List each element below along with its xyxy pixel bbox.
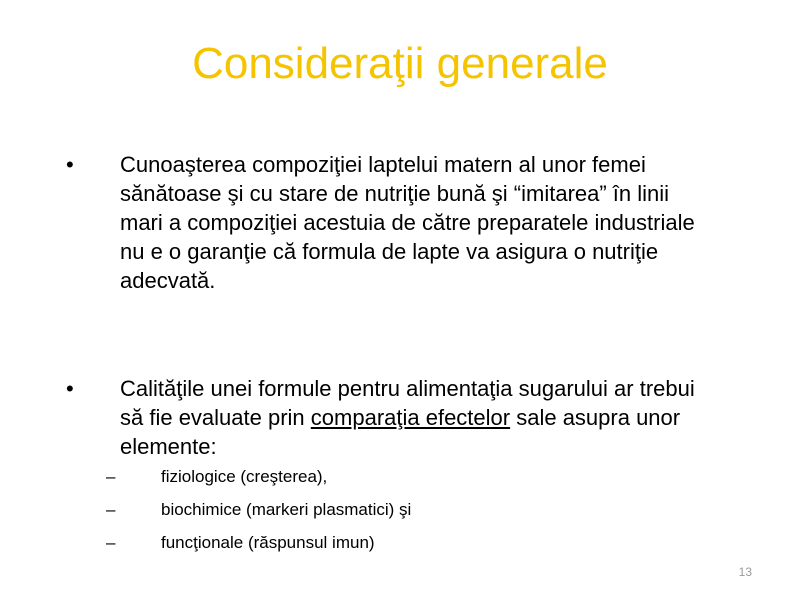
bullet-text-1: Cunoaşterea compoziţiei laptelui matern al unor femei sănătoase şi cu stare de nutriţie bună şi “imitarea” în linii mari a compoziţiei acestuia de către preparatele industriale nu e o garanţie că formula de lapte va asigura o nutriţie adecvată. <box>120 152 695 293</box>
sub-item-biochimice <box>106 493 706 526</box>
sub-item-text: fiziologice (creşterea), <box>161 467 328 486</box>
sub-item-dash: – <box>106 500 116 519</box>
slide-number: 13 <box>738 565 752 579</box>
sub-item-text: biochimice (markeri plasmatici) şi <box>161 500 412 519</box>
bullet-text-2-part-1: Calităţile unei formule pentru alimentaţia sugarului ar trebui să fie evaluate prin <box>120 376 695 430</box>
bullet-text-2 <box>120 374 716 461</box>
bullet-text-2-underlined: comparaţia efectelor <box>310 405 511 430</box>
bullet-text-2-part-2: sale asupra unor elemente: <box>120 405 681 459</box>
sub-item-dash: – <box>106 467 116 486</box>
sub-item-text: funcţionale (răspunsul imun) <box>161 533 375 552</box>
bullet-marker: • <box>66 376 74 401</box>
bullet-item-2 <box>66 374 716 461</box>
sub-item-functionale <box>106 526 706 559</box>
sub-item-dash: – <box>106 533 116 552</box>
bullet-item-1 <box>66 150 716 295</box>
sub-list <box>106 460 706 559</box>
bullet-marker: • <box>66 152 74 177</box>
sub-item-fiziologice <box>106 460 706 493</box>
slide-title: Consideraţii generale <box>192 39 608 88</box>
